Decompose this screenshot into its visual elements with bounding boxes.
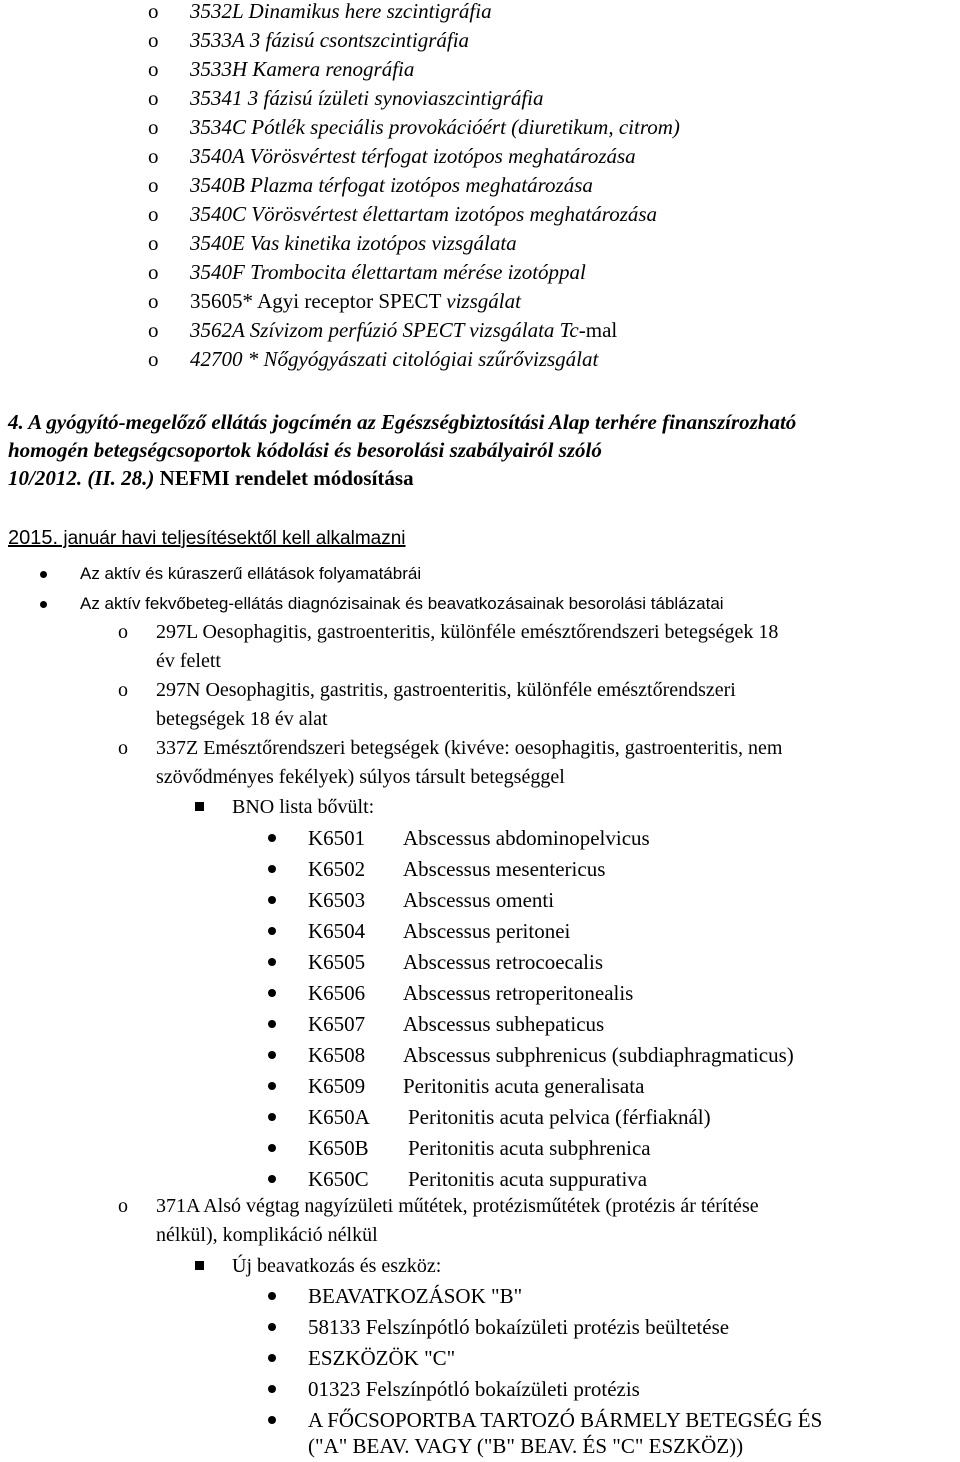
bullet-icon — [268, 1354, 276, 1362]
applies-from-line: 2015. január havi teljesítésektől kell alkalmazni — [8, 527, 406, 549]
bullet-icon — [40, 571, 47, 578]
square-bullet-icon — [195, 1261, 204, 1270]
bullet-icon — [268, 896, 276, 904]
bullet-icon — [268, 1051, 276, 1059]
bullet-icon — [268, 1144, 276, 1152]
square-bullet-icon — [195, 802, 204, 811]
bullet-icon — [268, 989, 276, 997]
bullet-icon — [268, 1385, 276, 1393]
bullet-icon — [268, 927, 276, 935]
document-page: o 3532L Dinamikus here szcintigráfia o 3533A 3 fázisú csontszcintigráfia o 3533H Kamera renográfia o 35341 3 fázisú ízületi synoviaszcintigráfia o 3534C Pótlék speciális provokációért (diuretikum, citrom) o 3540A Vörösvértest térfogat izotópos meghatározása o 3540B Plazma térfogat izotópos meghatározása o 3540C Vörösvértest élettartam izotópos meghatározása o 3540E Vas kinetika izotópos vizsgálata o 3540F Trombocita élettartam mérése izotóppal o 35605* Agyi receptor SPECT vizsgálat o 3562A Szívizom perfúzió SPECT vizsgálata Tc-mal o 42700 * Nőgyógyászati citológiai szűrővizsgálat 4. A gyógyító-megelőző ellátás jogcímén az Egészségbiztosítási Alap terhére finanszírozható homogén betegségcsoportok kódolási és besorolási szabályairól szóló 10/2012. (II. 28.) NEFMI rendelet módosítása 2015. január havi teljesítésektől kell alkalmazni Az aktív és kúraszerű ellátások folyamatábrái Az aktív fekvőbeteg-ellátás diagnózisainak és beavatkozásainak besorolási táblázatai o 297L Oesophagitis, gastroenteritis, különféle emésztőrendszeri betegségek 18 év felett o 297N Oesophagitis, gastritis, gastroenteritis, különféle emésztőrendszeri betegségek 18 év alat o 337Z Emésztőrendszeri betegségek (kivéve: oesophagitis, gastroenteritis, nem szövődményes fekélyek) súlyos társult betegséggel BNO lista bővült: K6501 Abscessus abdominopelvicus K6502 Abscessus mesentericus K6503 Abscessus omenti K6504 Abscessus peritonei K6505 Abscessus retrocoecalis K6506 Abscessus retroperitonealis K6507 Abscessus subhepaticus K6508 Abscessus subphrenicus (subdiaphragmaticus) K6509 Peritonitis acuta generalisata K650A Peritonitis acuta pelvica (férfiaknál) K650B Peritonitis acuta subphrenica K650C Peritonitis acuta suppurativa o 371A Alsó végtag nagyízületi műtétek, protézisműtétek (protézis ár térítése nélkül), komplikáció nélkül Új beavatkozás és eszköz: BEAVATKOZÁSOK "B" 58133 Felszínpótló bokaízületi protézis beültetése ESZKÖZÖK "C" 01323 Felszínpótló bokaízületi protézis A FŐCSOPORTBA TARTOZÓ BÁRMELY BETEGSÉG ÉS ("A" BEAV. VAGY ("B" BEAV. ÉS "C" ESZKÖZ)) — [0, 0, 960, 1462]
bullet-icon — [40, 601, 47, 608]
section-heading: 4. A gyógyító-megelőző ellátás jogcímén az Egészségbiztosítási Alap terhére finanszírozható homogén betegségcsoportok kódolási és besorolási szabályairól szóló 10/2012. (II. 28.) NEFMI rendelet módosítása — [8, 410, 797, 490]
bullet-icon — [268, 834, 276, 842]
bullet-icon — [268, 1175, 276, 1183]
bullet-icon — [268, 1292, 276, 1300]
bullet-icon — [268, 1416, 276, 1424]
bullet-icon — [268, 1113, 276, 1121]
bullet-icon — [268, 958, 276, 966]
bullet-icon — [268, 865, 276, 873]
bullet-icon — [268, 1323, 276, 1331]
bullet-icon — [268, 1082, 276, 1090]
bullet-icon — [268, 1020, 276, 1028]
